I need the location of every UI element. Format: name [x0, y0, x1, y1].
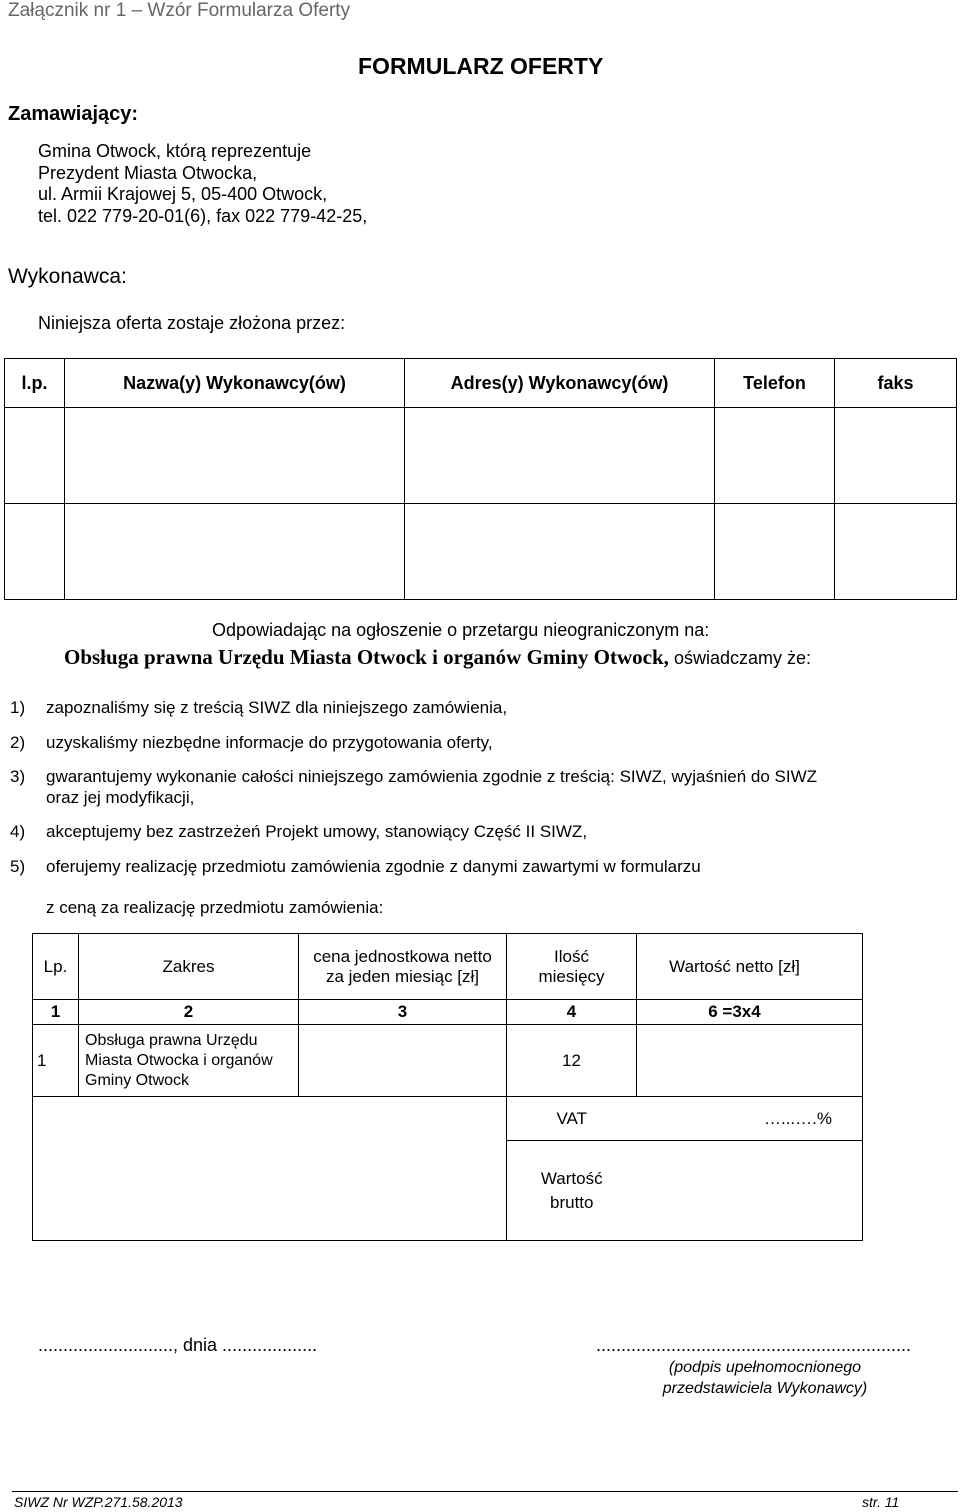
vendor-cell[interactable] [405, 504, 715, 600]
price-col-scope: Zakres [79, 934, 299, 1000]
price-num: 3 [299, 1000, 507, 1025]
declaration-1 [10, 697, 955, 718]
vat-label: VAT [507, 1097, 637, 1141]
price-row-net-value[interactable] [637, 1025, 863, 1097]
vendor-row [5, 504, 957, 600]
declaration-continuation: oraz jej modyfikacji, [46, 788, 195, 807]
signature-caption: (podpis upełnomocnionego przedstawiciela Wykonawcy) [662, 1359, 868, 1397]
price-row-unit-price[interactable] [299, 1025, 507, 1097]
price-col-net-value: Wartość netto [zł] [637, 934, 863, 1000]
price-intro: z ceną za realizację przedmiotu zamówienia: [46, 898, 384, 917]
price-num: 1 [33, 1000, 79, 1025]
price-table [32, 933, 960, 1241]
vendor-cell[interactable] [715, 408, 835, 504]
declaration-number: 2) [10, 733, 26, 752]
signature-line: ............................................................... [596, 1335, 912, 1355]
vendor-table [4, 358, 957, 600]
vat-value[interactable]: …...….% [637, 1097, 863, 1141]
price-num: 4 [507, 1000, 637, 1025]
orderer-line: Prezydent Miasta Otwocka, [38, 162, 258, 183]
declaration-number: 5) [10, 857, 26, 876]
orderer-label: Zamawiający: [8, 103, 139, 125]
subject-title: Obsługa prawna Urzędu Miasta Otwock i organów Gminy Otwock, [64, 645, 669, 669]
brutto-value[interactable] [637, 1141, 863, 1241]
price-row-lp: 1 [33, 1025, 79, 1097]
vendor-col-phone: Telefon [715, 359, 835, 408]
vendor-cell[interactable] [835, 504, 957, 600]
price-col-lp: Lp. [33, 934, 79, 1000]
vendor-col-address: Adres(y) Wykonawcy(ów) [405, 359, 715, 408]
orderer-address [38, 141, 367, 227]
vendor-header-row [5, 359, 957, 408]
place-date: ..........................., dnia ................... [38, 1335, 318, 1355]
price-brutto-row [33, 1141, 960, 1241]
price-num: 2 [79, 1000, 299, 1025]
price-col-unit-price: cena jednostkowa netto za jeden miesiąc [zł] [299, 934, 507, 1000]
vendor-cell[interactable] [405, 408, 715, 504]
price-number-row [33, 1000, 960, 1025]
declaration-4 [10, 821, 955, 842]
footer-page-number: str. 11 [862, 1494, 900, 1510]
subject-declare: oświadczamy że: [668, 648, 811, 668]
declaration-number: 4) [10, 822, 26, 841]
tender-subject [64, 645, 811, 670]
vendor-col-name: Nazwa(y) Wykonawcy(ów) [65, 359, 405, 408]
vendor-cell[interactable] [5, 408, 65, 504]
contractor-intro: Niniejsza oferta zostaje złożona przez: [38, 313, 346, 333]
footer-divider [12, 1491, 958, 1492]
declaration-2 [10, 732, 955, 753]
declaration-text: oferujemy realizację przedmiotu zamówienia zgodnie z danymi zawartymi w formularzu [46, 857, 701, 876]
vendor-col-fax: faks [835, 359, 957, 408]
declaration-5 [10, 856, 955, 877]
orderer-line: tel. 022 779-20-01(6), fax 022 779-42-25, [38, 205, 368, 226]
price-header-row [33, 934, 960, 1000]
vendor-row [5, 408, 957, 504]
brutto-label: Wartość brutto [507, 1141, 637, 1241]
declaration-number: 1) [10, 698, 26, 717]
declaration-text: akceptujemy bez zastrzeżeń Projekt umowy, stanowiący Część II SIWZ, [46, 822, 588, 841]
price-num: 6 =3x4 [637, 1000, 863, 1025]
price-row-months: 12 [507, 1025, 637, 1097]
vendor-cell[interactable] [65, 408, 405, 504]
declaration-text: gwarantujemy wykonanie całości niniejszego zamówienia zgodnie z treścią: SIWZ, wyjaśnień do SIWZ [46, 767, 818, 786]
declaration-3 [10, 766, 955, 808]
vendor-cell[interactable] [65, 504, 405, 600]
contractor-label: Wykonawca: [8, 265, 127, 288]
vendor-cell[interactable] [5, 504, 65, 600]
declaration-number: 3) [10, 767, 26, 786]
tender-lead: Odpowiadając na ogłoszenie o przetargu nieograniczonym na: [212, 620, 710, 640]
vendor-cell[interactable] [715, 504, 835, 600]
price-vat-row [33, 1097, 960, 1141]
vendor-cell[interactable] [835, 408, 957, 504]
vendor-col-lp: l.p. [5, 359, 65, 408]
orderer-line: Gmina Otwock, którą reprezentuje [38, 141, 312, 161]
price-data-row [33, 1025, 960, 1097]
declaration-text: zapoznaliśmy się z treścią SIWZ dla niniejszego zamówienia, [46, 698, 508, 717]
orderer-line: ul. Armii Krajowej 5, 05-400 Otwock, [38, 184, 328, 204]
price-row-scope: Obsługa prawna Urzędu Miasta Otwocka i organów Gminy Otwock [79, 1025, 299, 1097]
attachment-header: Załącznik nr 1 – Wzór Formularza Oferty [8, 0, 351, 21]
footer-doc-number: SIWZ Nr WZP.271.58.2013 [14, 1494, 183, 1510]
form-title: FORMULARZ OFERTY [358, 53, 604, 79]
price-col-months: Ilość miesięcy [507, 934, 637, 1000]
declaration-text: uzyskaliśmy niezbędne informacje do przygotowania oferty, [46, 733, 493, 752]
